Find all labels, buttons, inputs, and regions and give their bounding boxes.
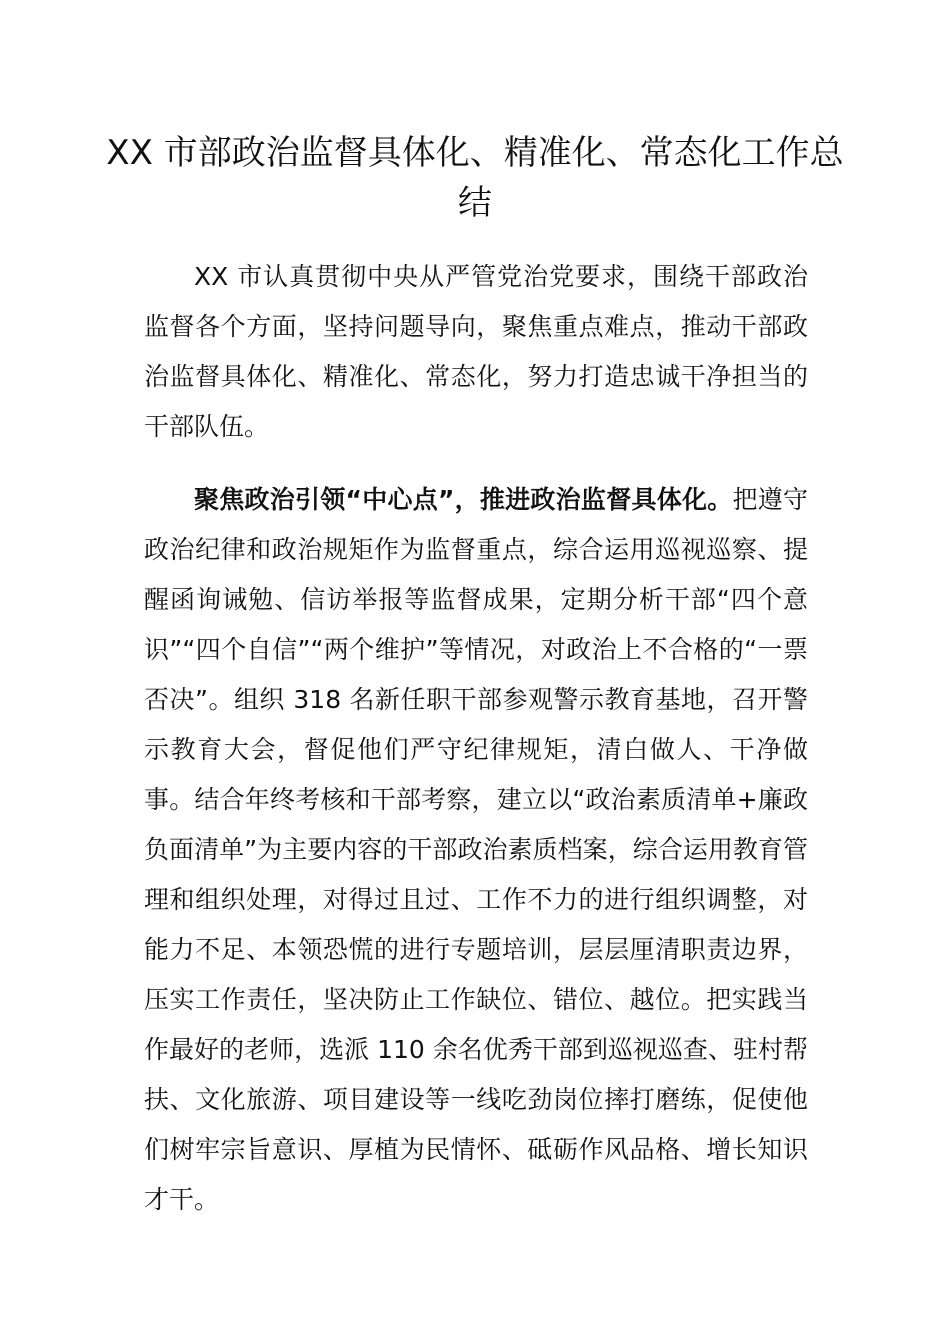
section-heading: 聚焦政治引领“中心点”，推进政治监督具体化。 (194, 485, 733, 514)
section-paragraph (144, 475, 808, 1225)
section-paragraph-text: 把遵守政治纪律和政治规矩作为监督重点，综合运用巡视巡察、提醒函询诫勉、信访举报等监督成果，定期分析干部“四个意识”“四个自信”“两个维护”等情况，对政治上不合格的“一票否决”。组织 318 名新任职干部参观警示教育基地，召开警示教育大会，督促他们严守纪律规矩，清白做人、干净做事。结合年终考核和干部考察，建立以“政治素质清单+廉政负面清单”为主要内容的干部政治素质档案，综合运用教育管理和组织处理，对得过且过、工作不力的进行组织调整，对能力不足、本领恐慌的进行专题培训，层层厘清职责边界，压实工作责任，坚决防止工作缺位、错位、越位。把实践当作最好的老师，选派 110 余名优秀干部到巡视巡查、驻村帮扶、文化旅游、项目建设等一线吃劲岗位摔打磨练，促使他们树牢宗旨意识、厚植为民情怀、砥砺作风品格、增长知识才干。 (144, 485, 808, 1214)
document-title: XX 市部政治监督具体化、精准化、常态化工作总结 (106, 133, 844, 223)
intro-paragraph (144, 252, 808, 452)
intro-paragraph-text: XX 市认真贯彻中央从严管党治党要求，围绕干部政治监督各个方面，坚持问题导向，聚焦重点难点，推动干部政治监督具体化、精准化、常态化，努力打造忠诚干净担当的干部队伍。 (144, 262, 808, 441)
